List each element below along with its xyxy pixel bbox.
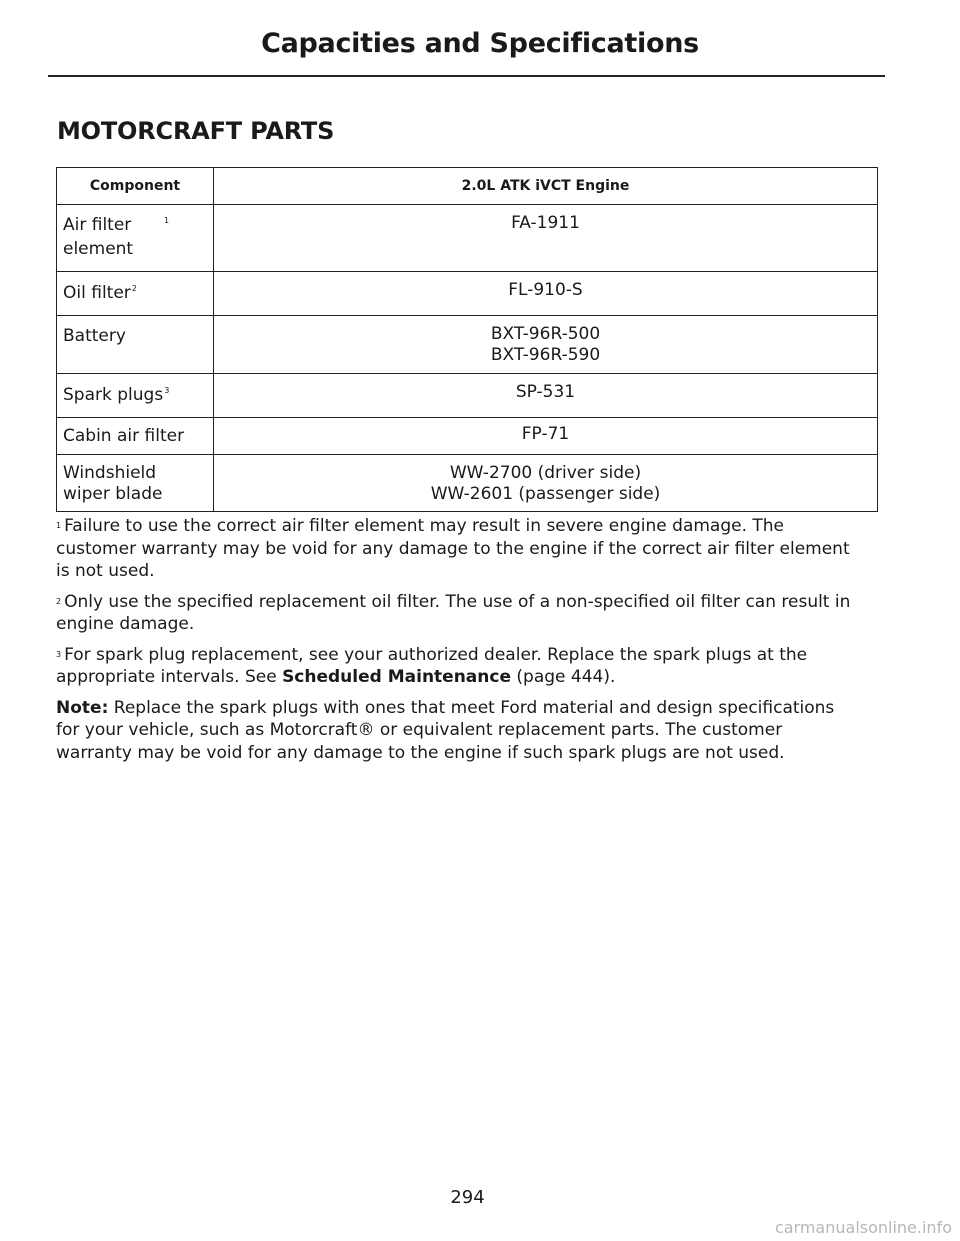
component-label: Windshield wiper blade (63, 463, 163, 504)
part-number: WW-2700 (driver side) (449, 463, 642, 483)
page-reference: (page 444). (516, 667, 616, 687)
part-number: BXT-96R-500 (490, 324, 601, 344)
footnote-mark: 2 (56, 596, 62, 606)
component-label: Battery (63, 326, 126, 346)
footnote-text: For spark plug replacement, see your authorized dealer. Replace the spark plugs at the appropriate intervals. See (56, 644, 808, 687)
table-row (57, 272, 878, 316)
footnote-3 (56, 644, 856, 689)
footnote-text: Failure to use the correct air filter element may result in severe engine damage. The customer warranty may be void for any damage to the engine if the correct air filter element is not used. (56, 516, 850, 581)
footnote-mark: 1 (56, 521, 62, 530)
part-number: SP-531 (515, 382, 576, 402)
footnote-2 (56, 591, 856, 636)
part-number: BXT-96R-590 (490, 345, 601, 365)
component-label: Cabin air filter (63, 426, 185, 446)
component-cell (57, 455, 214, 512)
component-label: Spark plugs (63, 384, 164, 405)
component-label: Oil filter (63, 282, 131, 303)
component-cell (57, 316, 214, 374)
footnote-ref: 1 (164, 216, 170, 225)
motorcraft-parts-table (56, 167, 878, 512)
table-row (57, 455, 878, 512)
part-number: FA-1911 (511, 213, 580, 233)
part-number: WW-2601 (passenger side) (430, 484, 661, 504)
table-row (57, 374, 878, 418)
part-number-cell (214, 455, 878, 512)
note-paragraph (56, 697, 856, 765)
table-header-row (57, 168, 878, 205)
part-number-cell (214, 205, 878, 272)
page-header-title: Capacities and Specifications (261, 28, 699, 59)
note-text: Replace the spark plugs with ones that meet Ford material and design specifications for your vehicle, such as Motorcraft® or equivalent replacement parts. The customer warranty may be void for any damage to the engine if such spark plugs are not used. (56, 697, 835, 763)
watermark: carmanualsonline.info (774, 1218, 952, 1237)
part-number: FL-910-S (508, 280, 583, 300)
part-number-cell (214, 374, 878, 418)
column-header-engine: 2.0L ATK iVCT Engine (214, 168, 878, 205)
footnote-1 (56, 515, 856, 583)
scheduled-maintenance-link[interactable]: Scheduled Maintenance (282, 667, 511, 687)
component-cell (57, 374, 214, 418)
note-label: Note: (56, 697, 109, 718)
table-row (57, 316, 878, 374)
component-cell (57, 418, 214, 455)
footnote-mark: 3 (56, 649, 62, 659)
part-number: FP-71 (521, 424, 570, 444)
part-number-cell (214, 272, 878, 316)
part-number-cell (214, 316, 878, 374)
section-title: MOTORCRAFT PARTS (57, 117, 335, 145)
header-divider (48, 75, 885, 77)
footnote-text: Only use the specified replacement oil filter. The use of a non-specified oil filter can result in engine damage. (56, 591, 851, 634)
component-cell (57, 272, 214, 316)
component-label: Air filter element (63, 215, 134, 259)
column-header-component: Component (57, 168, 214, 205)
table-row (57, 205, 878, 272)
table-row (57, 418, 878, 455)
footnote-ref: 3 (164, 385, 170, 395)
part-number-cell (214, 418, 878, 455)
component-cell (57, 205, 214, 272)
page-number: 294 (450, 1187, 485, 1208)
footnote-ref: 2 (131, 283, 137, 293)
footnotes-block (56, 515, 856, 772)
